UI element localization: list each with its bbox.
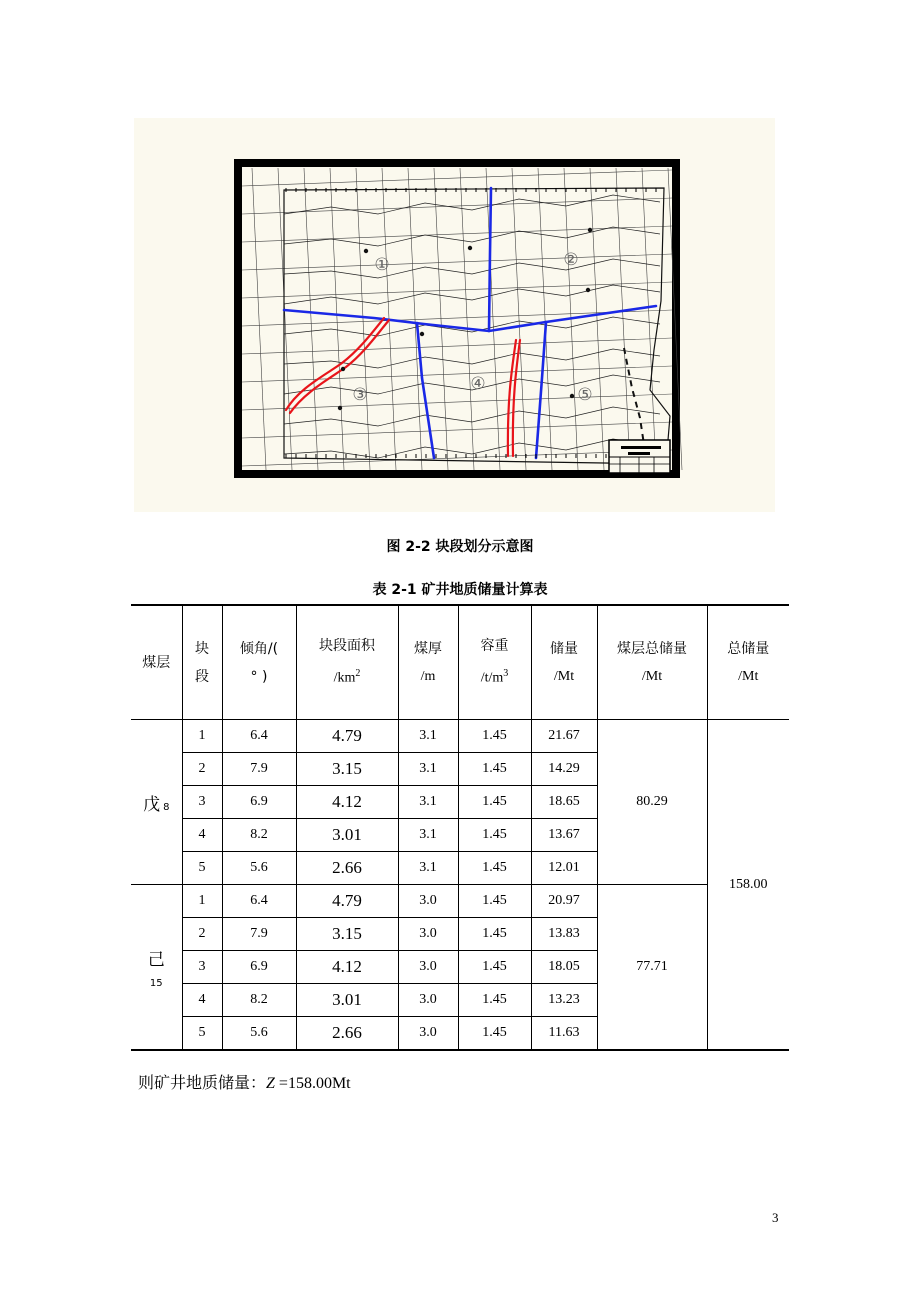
cell-dip: 6.9 bbox=[222, 951, 296, 984]
cell-grand-total: 158.00 bbox=[707, 720, 789, 1051]
seam-cell-wu8: 戊 8 bbox=[131, 720, 182, 885]
block-division-map bbox=[134, 118, 775, 512]
cell-block: 4 bbox=[182, 819, 222, 852]
header-grand-total: 总储量 /Mt bbox=[707, 605, 789, 720]
header-area: 块段面积 $/km^2$ bbox=[296, 605, 398, 720]
table-row bbox=[131, 720, 789, 753]
cell-dip: 5.6 bbox=[222, 852, 296, 885]
cell-reserve: 13.23 bbox=[531, 984, 597, 1017]
block-label-3: ③ bbox=[352, 385, 368, 405]
cell-thickness: 3.1 bbox=[398, 753, 458, 786]
cell-dip: 6.4 bbox=[222, 885, 296, 918]
block-division-figure bbox=[134, 118, 775, 512]
cell-area: 4.79 bbox=[296, 720, 398, 753]
cell-density: 1.45 bbox=[458, 852, 531, 885]
table-caption: 表 2-1 矿井地质储量计算表 bbox=[372, 582, 548, 598]
cell-area: 3.15 bbox=[296, 753, 398, 786]
seam-cell-ji15: 己 15 bbox=[131, 885, 182, 1051]
reserves-table bbox=[131, 604, 789, 1051]
cell-density: 1.45 bbox=[458, 984, 531, 1017]
borehole-marker bbox=[468, 246, 472, 250]
cell-reserve: 21.67 bbox=[531, 720, 597, 753]
cell-reserve: 20.97 bbox=[531, 885, 597, 918]
cell-dip: 8.2 bbox=[222, 984, 296, 1017]
cell-dip: 7.9 bbox=[222, 753, 296, 786]
header-seam-total: 煤层总储量 /Mt bbox=[597, 605, 707, 720]
conclusion-prefix: 则矿井地质储量： bbox=[138, 1073, 267, 1092]
cell-area: 3.15 bbox=[296, 918, 398, 951]
header-seam: 煤层 bbox=[131, 605, 182, 720]
cell-block: 3 bbox=[182, 951, 222, 984]
conclusion-value: 158.00Mt bbox=[287, 1075, 351, 1092]
conclusion-variable: Z bbox=[266, 1075, 275, 1092]
cell-thickness: 3.0 bbox=[398, 918, 458, 951]
cell-dip: 7.9 bbox=[222, 918, 296, 951]
cell-dip: 6.4 bbox=[222, 720, 296, 753]
cell-thickness: 3.0 bbox=[398, 951, 458, 984]
block-label-4: ④ bbox=[470, 374, 486, 394]
figure-caption: 图 2-2 块段划分示意图 bbox=[386, 539, 534, 555]
cell-thickness: 3.0 bbox=[398, 1017, 458, 1051]
cell-reserve: 13.67 bbox=[531, 819, 597, 852]
header-thickness: 煤厚 /m bbox=[398, 605, 458, 720]
cell-density: 1.45 bbox=[458, 786, 531, 819]
block-label-2: ② bbox=[563, 250, 579, 270]
map-title-block bbox=[609, 440, 670, 473]
block-label-5: ⑤ bbox=[577, 385, 593, 405]
cell-reserve: 18.05 bbox=[531, 951, 597, 984]
cell-dip: 5.6 bbox=[222, 1017, 296, 1051]
cell-reserve: 18.65 bbox=[531, 786, 597, 819]
cell-reserve: 14.29 bbox=[531, 753, 597, 786]
title-block-bar bbox=[621, 446, 661, 449]
cell-area: 2.66 bbox=[296, 1017, 398, 1051]
cell-area: 3.01 bbox=[296, 819, 398, 852]
cell-thickness: 3.0 bbox=[398, 984, 458, 1017]
cell-area: 4.12 bbox=[296, 951, 398, 984]
block-label-1: ① bbox=[374, 255, 390, 275]
cell-density: 1.45 bbox=[458, 753, 531, 786]
cell-block: 3 bbox=[182, 786, 222, 819]
borehole-marker bbox=[338, 406, 342, 410]
borehole-marker bbox=[420, 332, 424, 336]
cell-seam-total: 77.71 bbox=[597, 885, 707, 1051]
cell-reserve: 11.63 bbox=[531, 1017, 597, 1051]
cell-block: 2 bbox=[182, 918, 222, 951]
cell-density: 1.45 bbox=[458, 819, 531, 852]
title-block-bar bbox=[628, 452, 650, 455]
cell-reserve: 12.01 bbox=[531, 852, 597, 885]
page-number: 3 bbox=[772, 1210, 779, 1225]
cell-density: 1.45 bbox=[458, 918, 531, 951]
cell-block: 2 bbox=[182, 753, 222, 786]
header-reserve: 储量 /Mt bbox=[531, 605, 597, 720]
table-row bbox=[131, 885, 789, 918]
table-header-row bbox=[131, 605, 789, 720]
cell-area: 4.79 bbox=[296, 885, 398, 918]
map-outer-frame bbox=[238, 163, 676, 474]
cell-density: 1.45 bbox=[458, 951, 531, 984]
cell-block: 5 bbox=[182, 1017, 222, 1051]
cell-block: 1 bbox=[182, 885, 222, 918]
cell-block: 5 bbox=[182, 852, 222, 885]
cell-thickness: 3.1 bbox=[398, 720, 458, 753]
borehole-marker bbox=[588, 228, 592, 232]
cell-thickness: 3.0 bbox=[398, 885, 458, 918]
header-block: 块 段 bbox=[182, 605, 222, 720]
cell-density: 1.45 bbox=[458, 885, 531, 918]
cell-area: 3.01 bbox=[296, 984, 398, 1017]
cell-dip: 6.9 bbox=[222, 786, 296, 819]
conclusion-equals: = bbox=[274, 1075, 288, 1092]
cell-thickness: 3.1 bbox=[398, 852, 458, 885]
cell-area: 4.12 bbox=[296, 786, 398, 819]
cell-density: 1.45 bbox=[458, 720, 531, 753]
cell-density: 1.45 bbox=[458, 1017, 531, 1051]
cell-area: 2.66 bbox=[296, 852, 398, 885]
borehole-marker bbox=[341, 367, 345, 371]
cell-thickness: 3.1 bbox=[398, 819, 458, 852]
borehole-marker bbox=[570, 394, 574, 398]
cell-seam-total: 80.29 bbox=[597, 720, 707, 885]
borehole-marker bbox=[364, 249, 368, 253]
header-density: 容重 $/t/m^3$ bbox=[458, 605, 531, 720]
cell-thickness: 3.1 bbox=[398, 786, 458, 819]
cell-dip: 8.2 bbox=[222, 819, 296, 852]
reserve-conclusion bbox=[138, 1070, 351, 1093]
cell-block: 1 bbox=[182, 720, 222, 753]
cell-block: 4 bbox=[182, 984, 222, 1017]
borehole-marker bbox=[586, 288, 590, 292]
cell-reserve: 13.83 bbox=[531, 918, 597, 951]
header-dip: 倾角/( ° ) bbox=[222, 605, 296, 720]
